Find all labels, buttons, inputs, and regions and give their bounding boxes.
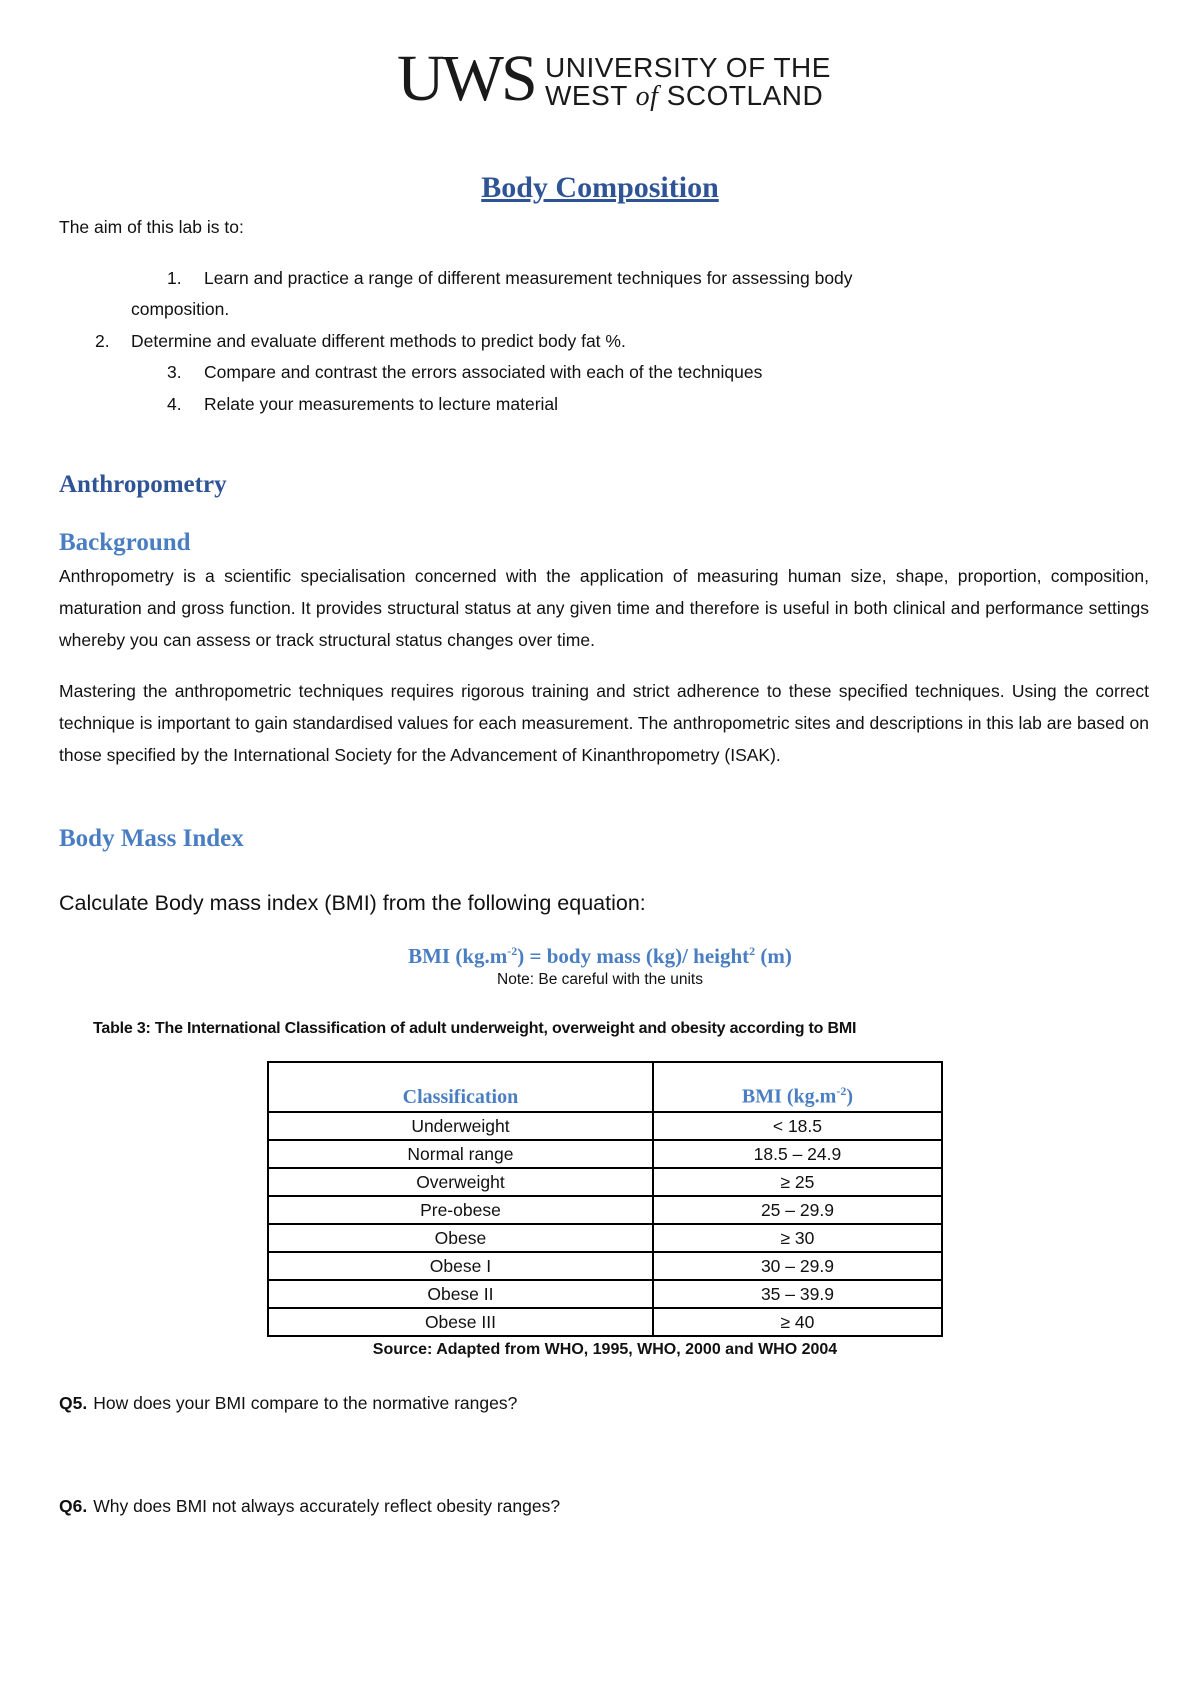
header-bmi: BMI $(kg.m^{-2})$ <box>653 1062 942 1112</box>
aim-item-3-num: 3. <box>167 362 182 382</box>
cell-classification: Overweight <box>268 1168 653 1196</box>
calc-instruction: Calculate Body mass index (BMI) from the following equation: <box>59 891 646 915</box>
heading-background: Background <box>59 529 191 556</box>
heading-body-mass-index: Body Mass Index <box>59 825 244 852</box>
aim-item-2-text: Determine and evaluate different methods to predict body fat %. <box>131 331 626 351</box>
cell-bmi: 35 – 39.9 <box>653 1280 942 1308</box>
page-title: Body Composition <box>481 171 719 204</box>
cell-classification: Obese III <box>268 1308 653 1336</box>
units-note: Note: Be careful with the units <box>497 971 703 988</box>
table-source: Source: Adapted from WHO, 1995, WHO, 2000 and WHO 2004 <box>372 1341 838 1358</box>
cell-bmi: ≥ 30 <box>653 1224 942 1252</box>
cell-bmi: 25 – 29.9 <box>653 1196 942 1224</box>
table-row <box>268 1280 942 1308</box>
cell-classification: Pre-obese <box>268 1196 653 1224</box>
question-5: Q5. How does your BMI compare to the normative ranges? <box>59 1393 518 1413</box>
bmi-classification-table <box>267 1061 943 1337</box>
cell-classification: Obese I <box>268 1252 653 1280</box>
cell-bmi: 30 – 29.9 <box>653 1252 942 1280</box>
table-row <box>268 1168 942 1196</box>
header-classification: Classification <box>268 1062 653 1112</box>
bmi-formula: BMI $(kg.m^{-2})$ = body mass (kg)/ height$^2$ (m) <box>408 944 792 968</box>
uws-logo-mark: UWS <box>397 42 535 115</box>
table-header-row <box>268 1062 942 1112</box>
cell-classification: Normal range <box>268 1140 653 1168</box>
aim-item-1-num: 1. <box>167 268 182 288</box>
aim-item-4-text: Relate your measurements to lecture material <box>204 394 559 414</box>
aim-item-1-cont: composition. <box>131 299 230 319</box>
heading-anthropometry: Anthropometry <box>59 471 227 498</box>
cell-classification: Obese II <box>268 1280 653 1308</box>
table-row <box>268 1140 942 1168</box>
aim-intro: The aim of this lab is to: <box>59 217 244 237</box>
cell-bmi: ≥ 25 <box>653 1168 942 1196</box>
table-row <box>268 1252 942 1280</box>
aim-item-4-num: 4. <box>167 394 182 414</box>
table-row <box>268 1196 942 1224</box>
table-row <box>268 1224 942 1252</box>
table-row <box>268 1308 942 1336</box>
question-6: Q6. Why does BMI not always accurately reflect obesity ranges? <box>59 1496 561 1516</box>
cell-classification: Underweight <box>268 1112 653 1140</box>
cell-bmi: ≥ 40 <box>653 1308 942 1336</box>
background-paragraph-2: Mastering the anthropometric techniques requires rigorous training and strict adherence to these specified techniques. Using the correct technique is important to gain standardised values for each measurement. The anthropometric sites and descriptions in this lab are based on those specified by the International Society for the Advancement of Kinanthropometry (ISAK). <box>59 681 1149 765</box>
background-paragraph-1: Anthropometry is a scientific specialisation concerned with the application of measuring human size, shape, proportion, composition, maturation and gross function. It provides structural status at any given time and therefore is useful in both clinical and performance settings whereby you can assess or track structural status changes over time. <box>59 566 1149 650</box>
cell-bmi: < 18.5 <box>653 1112 942 1140</box>
table-row <box>268 1112 942 1140</box>
cell-bmi: 18.5 – 24.9 <box>653 1140 942 1168</box>
logo-university-line: UNIVERSITY OF THE <box>545 52 831 83</box>
aim-item-3-text: Compare and contrast the errors associated with each of the techniques <box>204 362 763 382</box>
cell-classification: Obese <box>268 1224 653 1252</box>
logo-west-scotland-line: WEST of SCOTLAND <box>545 80 824 112</box>
aim-item-1-text: Learn and practice a range of different measurement techniques for assessing body <box>204 268 853 288</box>
aim-item-2-num: 2. <box>95 331 110 351</box>
table-caption: Table 3: The International Classification of adult underweight, overweight and obesity according to BMI <box>93 1020 857 1037</box>
